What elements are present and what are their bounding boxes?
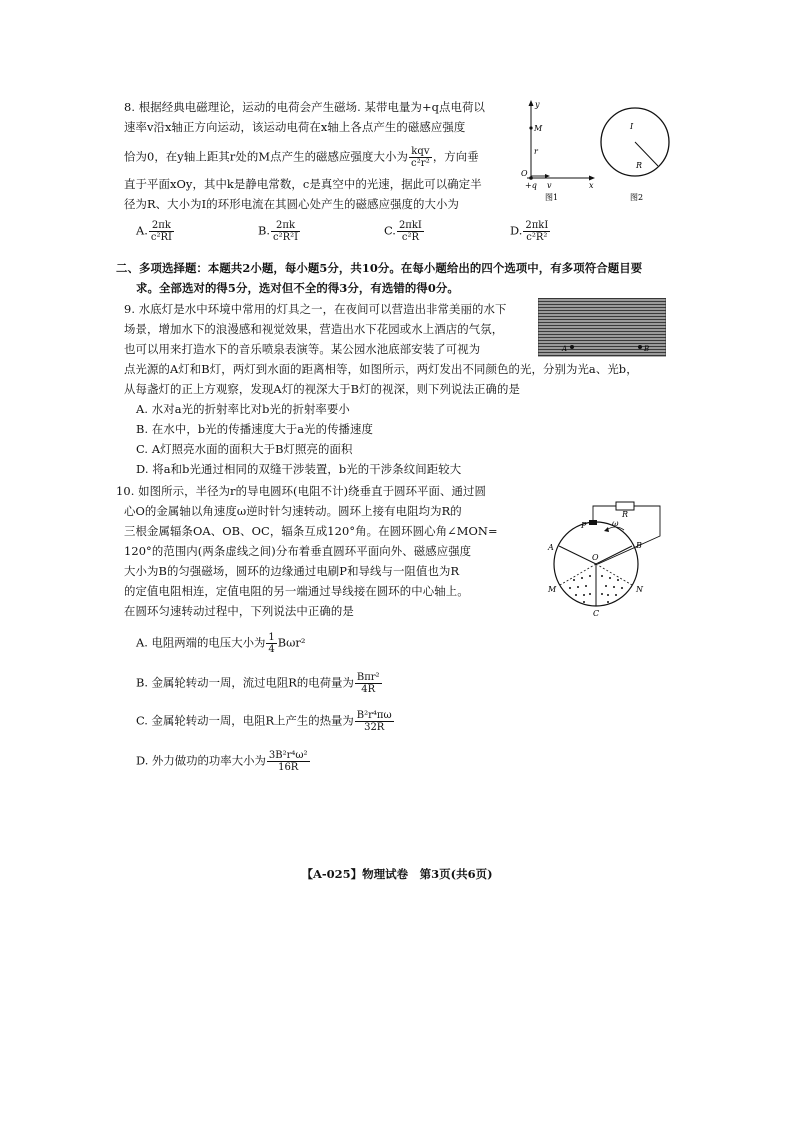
q9-line-3: 也可以用来打造水下的音乐喷泉表演等。某公园水池底部安装了可视为 — [124, 342, 481, 356]
fig2-i-label: I — [630, 122, 634, 131]
q10-line-6: 的定值电阻相连，定值电阻的另一端通过导线接在圆环的中心轴上。 — [124, 584, 469, 598]
fig1-charge — [529, 176, 533, 180]
fig1-v-label: v — [547, 181, 552, 190]
q8-option-c-num: 2πkI — [398, 220, 422, 231]
q10-option-a-den: 4 — [268, 644, 275, 655]
label-n: N — [636, 585, 643, 594]
fig1-v-arrowhead — [545, 174, 550, 178]
q10-option-b-num: Bπr² — [356, 672, 380, 683]
label-c: C — [593, 609, 600, 618]
fig1-r-label: r — [534, 147, 538, 156]
fig1-point-m — [529, 126, 532, 129]
fig1-y-label: y — [535, 100, 540, 109]
q10-option-a-text: A. 电阻两端的电压大小为 — [136, 635, 266, 650]
q10-option-a-post: Bωr² — [277, 635, 306, 650]
q8-line-5: 径为R、大小为I的环形电流在其圆心处产生的磁感应强度的大小为 — [124, 197, 460, 211]
label-p: P — [581, 521, 587, 530]
q10-option-d-den: 16R — [278, 762, 299, 773]
fig1-q-label: +q — [525, 181, 537, 190]
q8-option-d-den: c²R² — [526, 232, 548, 243]
fig1-x-arrow — [589, 176, 595, 181]
q8-option-c — [384, 220, 425, 243]
q8-option-d — [510, 220, 551, 243]
q8-option-c-frac — [397, 220, 424, 243]
fig1-m-label: M — [534, 124, 543, 133]
lamp-b-label: B — [644, 345, 650, 353]
q8-option-a — [136, 220, 175, 243]
q9-line-2: 场景，增加水下的浪漫感和视觉效果，营造出水下花园或水上酒店的气氛， — [124, 322, 504, 336]
q8-option-b-num: 2πk — [271, 220, 300, 232]
q8-figures — [515, 96, 675, 208]
q8-option-d-label: D. — [510, 223, 523, 238]
fig1-x-label: x — [589, 181, 594, 190]
boundary-on — [596, 564, 632, 585]
page-footer: 【A-025】物理试卷 第3页(共6页) — [301, 867, 493, 881]
q8-option-b — [258, 220, 301, 243]
q9-option-b: B. 在水中，b光的传播速度大于a光的传播速度 — [136, 422, 374, 436]
q9-water-figure — [538, 298, 666, 358]
spoke-ob — [596, 546, 632, 564]
q8-line-3 — [124, 146, 479, 169]
lamp-b — [638, 345, 642, 349]
fig2-caption: 图2 — [630, 193, 644, 202]
label-o: O — [592, 553, 599, 562]
q9-option-c: C. A灯照亮水面的面积大于B灯照亮的面积 — [136, 442, 353, 456]
q10-option-b-text: B. 金属轮转动一周，流过电阻R的电荷量为 — [136, 675, 354, 690]
label-b: B — [636, 541, 642, 550]
q9-line-1: 9. 水底灯是水中环境中常用的灯具之一，在夜间可以营造出非常美丽的水下 — [124, 302, 507, 316]
q10-option-d — [136, 750, 311, 773]
q8-frac-num: kqv — [409, 146, 432, 158]
brush-p — [589, 520, 597, 525]
q8-option-a-label: A. — [136, 223, 148, 238]
q8-line-3-text: 恰为0，在y轴上距其r处的M点产生的磁感应强度大小为 — [124, 149, 408, 164]
section2-line-2: 求。全部选对的得5分，选对但不全的得3分，有选错的得0分。 — [136, 281, 459, 295]
q9-line-4: 点光源的A灯和B灯，两灯到水面的距离相等，如图所示，两灯发出不同颜色的光，分别为光a、光b， — [124, 362, 638, 376]
q8-formula-frac — [409, 146, 432, 169]
q8-option-a-num: 2πk — [149, 220, 174, 232]
q8-frac-den: c²r² — [411, 158, 430, 169]
resistor — [616, 502, 634, 510]
q10-line-4: 120°的范围内(两条虚线之间)分布着垂直圆环平面向外、磁感应强度 — [124, 544, 472, 558]
omega-arrowhead — [604, 527, 609, 532]
q8-option-c-den: c²R — [401, 232, 419, 243]
q10-option-a-num: 1 — [268, 632, 275, 643]
q10-option-b — [136, 672, 383, 695]
q8-line-4: 直于平面xOy，其中k是静电常数，c是真空中的光速，据此可以确定半 — [124, 177, 482, 191]
q10-option-a-frac — [266, 632, 276, 655]
section2-line-1: 二、多项选择题：本题共2小题，每小题5分，共10分。在每小题给出的四个选项中，有多项符合题目要 — [116, 261, 643, 275]
q10-option-a — [136, 632, 305, 655]
q9-option-d: D. 将a和b光通过相同的双缝干涉装置，b光的干涉条纹间距较大 — [136, 462, 462, 476]
q8-line-1: 8. 根据经典电磁理论，运动的电荷会产生磁场. 某带电量为+q点电荷以 — [124, 100, 486, 114]
lamp-a-label: A — [562, 345, 568, 353]
label-omega: ω — [612, 519, 619, 528]
q10-line-5: 大小为B的匀强磁场，圆环的边缘通过电刷P和导线与一阻值也为R — [124, 564, 460, 578]
label-a: A — [548, 543, 554, 552]
boundary-om — [560, 564, 596, 585]
q10-ring-figure — [540, 494, 670, 622]
q9-option-a: A. 水对a光的折射率比对b光的折射率要小 — [136, 402, 350, 416]
q10-option-c-num: B²r⁴πω — [356, 710, 392, 721]
q10-line-3: 三根金属辐条OA、OB、OC，辐条互成120°角。在圆环圆心角∠MON= — [124, 524, 498, 538]
q10-option-d-frac — [267, 750, 310, 773]
fig2-r-label: R — [636, 161, 643, 170]
q10-line-1: 10. 如图所示，半径为r的导电圆环(电阻不计)绕垂直于圆环平面、通过圆 — [116, 484, 486, 498]
q8-line-2: 速率v沿x轴正方向运动，该运动电荷在x轴上各点产生的磁感应强度 — [124, 120, 466, 134]
q10-option-c-text: C. 金属轮转动一周，电阻R上产生的热量为 — [136, 713, 354, 728]
q10-line-7: 在圆环匀速转动过程中，下列说法中正确的是 — [124, 604, 354, 618]
label-r: R — [622, 510, 629, 519]
wire-left — [593, 506, 616, 520]
fig1-o-label: O — [521, 169, 528, 178]
fig1-caption: 图1 — [545, 193, 559, 202]
q8-option-d-num: 2πkI — [525, 220, 549, 231]
q10-option-d-text: D. 外力做功的功率大小为 — [136, 753, 266, 768]
q8-option-c-label: C. — [384, 223, 396, 238]
q10-option-b-frac — [355, 672, 382, 695]
q8-option-b-den: c²R²I — [273, 232, 299, 243]
q10-option-b-den: 4R — [361, 684, 376, 695]
lamp-a — [570, 345, 574, 349]
q8-option-b-frac — [271, 220, 300, 243]
q9-line-5: 从每盏灯的正上方观察，发现A灯的视深大于B灯的视深，则下列说法正确的是 — [124, 382, 520, 396]
fig1-y-arrow — [529, 100, 534, 106]
q10-option-c-frac — [355, 710, 394, 733]
q10-line-2: 心O的金属轴以角速度ω逆时针匀速转动。圆环上接有电阻均为R的 — [124, 504, 462, 518]
q8-option-a-frac — [149, 220, 174, 243]
q8-option-a-den: c²RI — [150, 232, 172, 243]
q8-option-d-frac — [523, 220, 550, 243]
q10-option-d-num: 3B²r⁴ω² — [268, 750, 308, 761]
q10-option-c-den: 32R — [364, 722, 385, 733]
q10-option-c — [136, 710, 395, 733]
q8-line-3-post: ，方向垂 — [432, 149, 479, 164]
spoke-oa — [559, 546, 596, 564]
wire-right — [598, 506, 660, 564]
label-m: M — [548, 585, 557, 594]
q8-option-b-label: B. — [258, 223, 270, 238]
